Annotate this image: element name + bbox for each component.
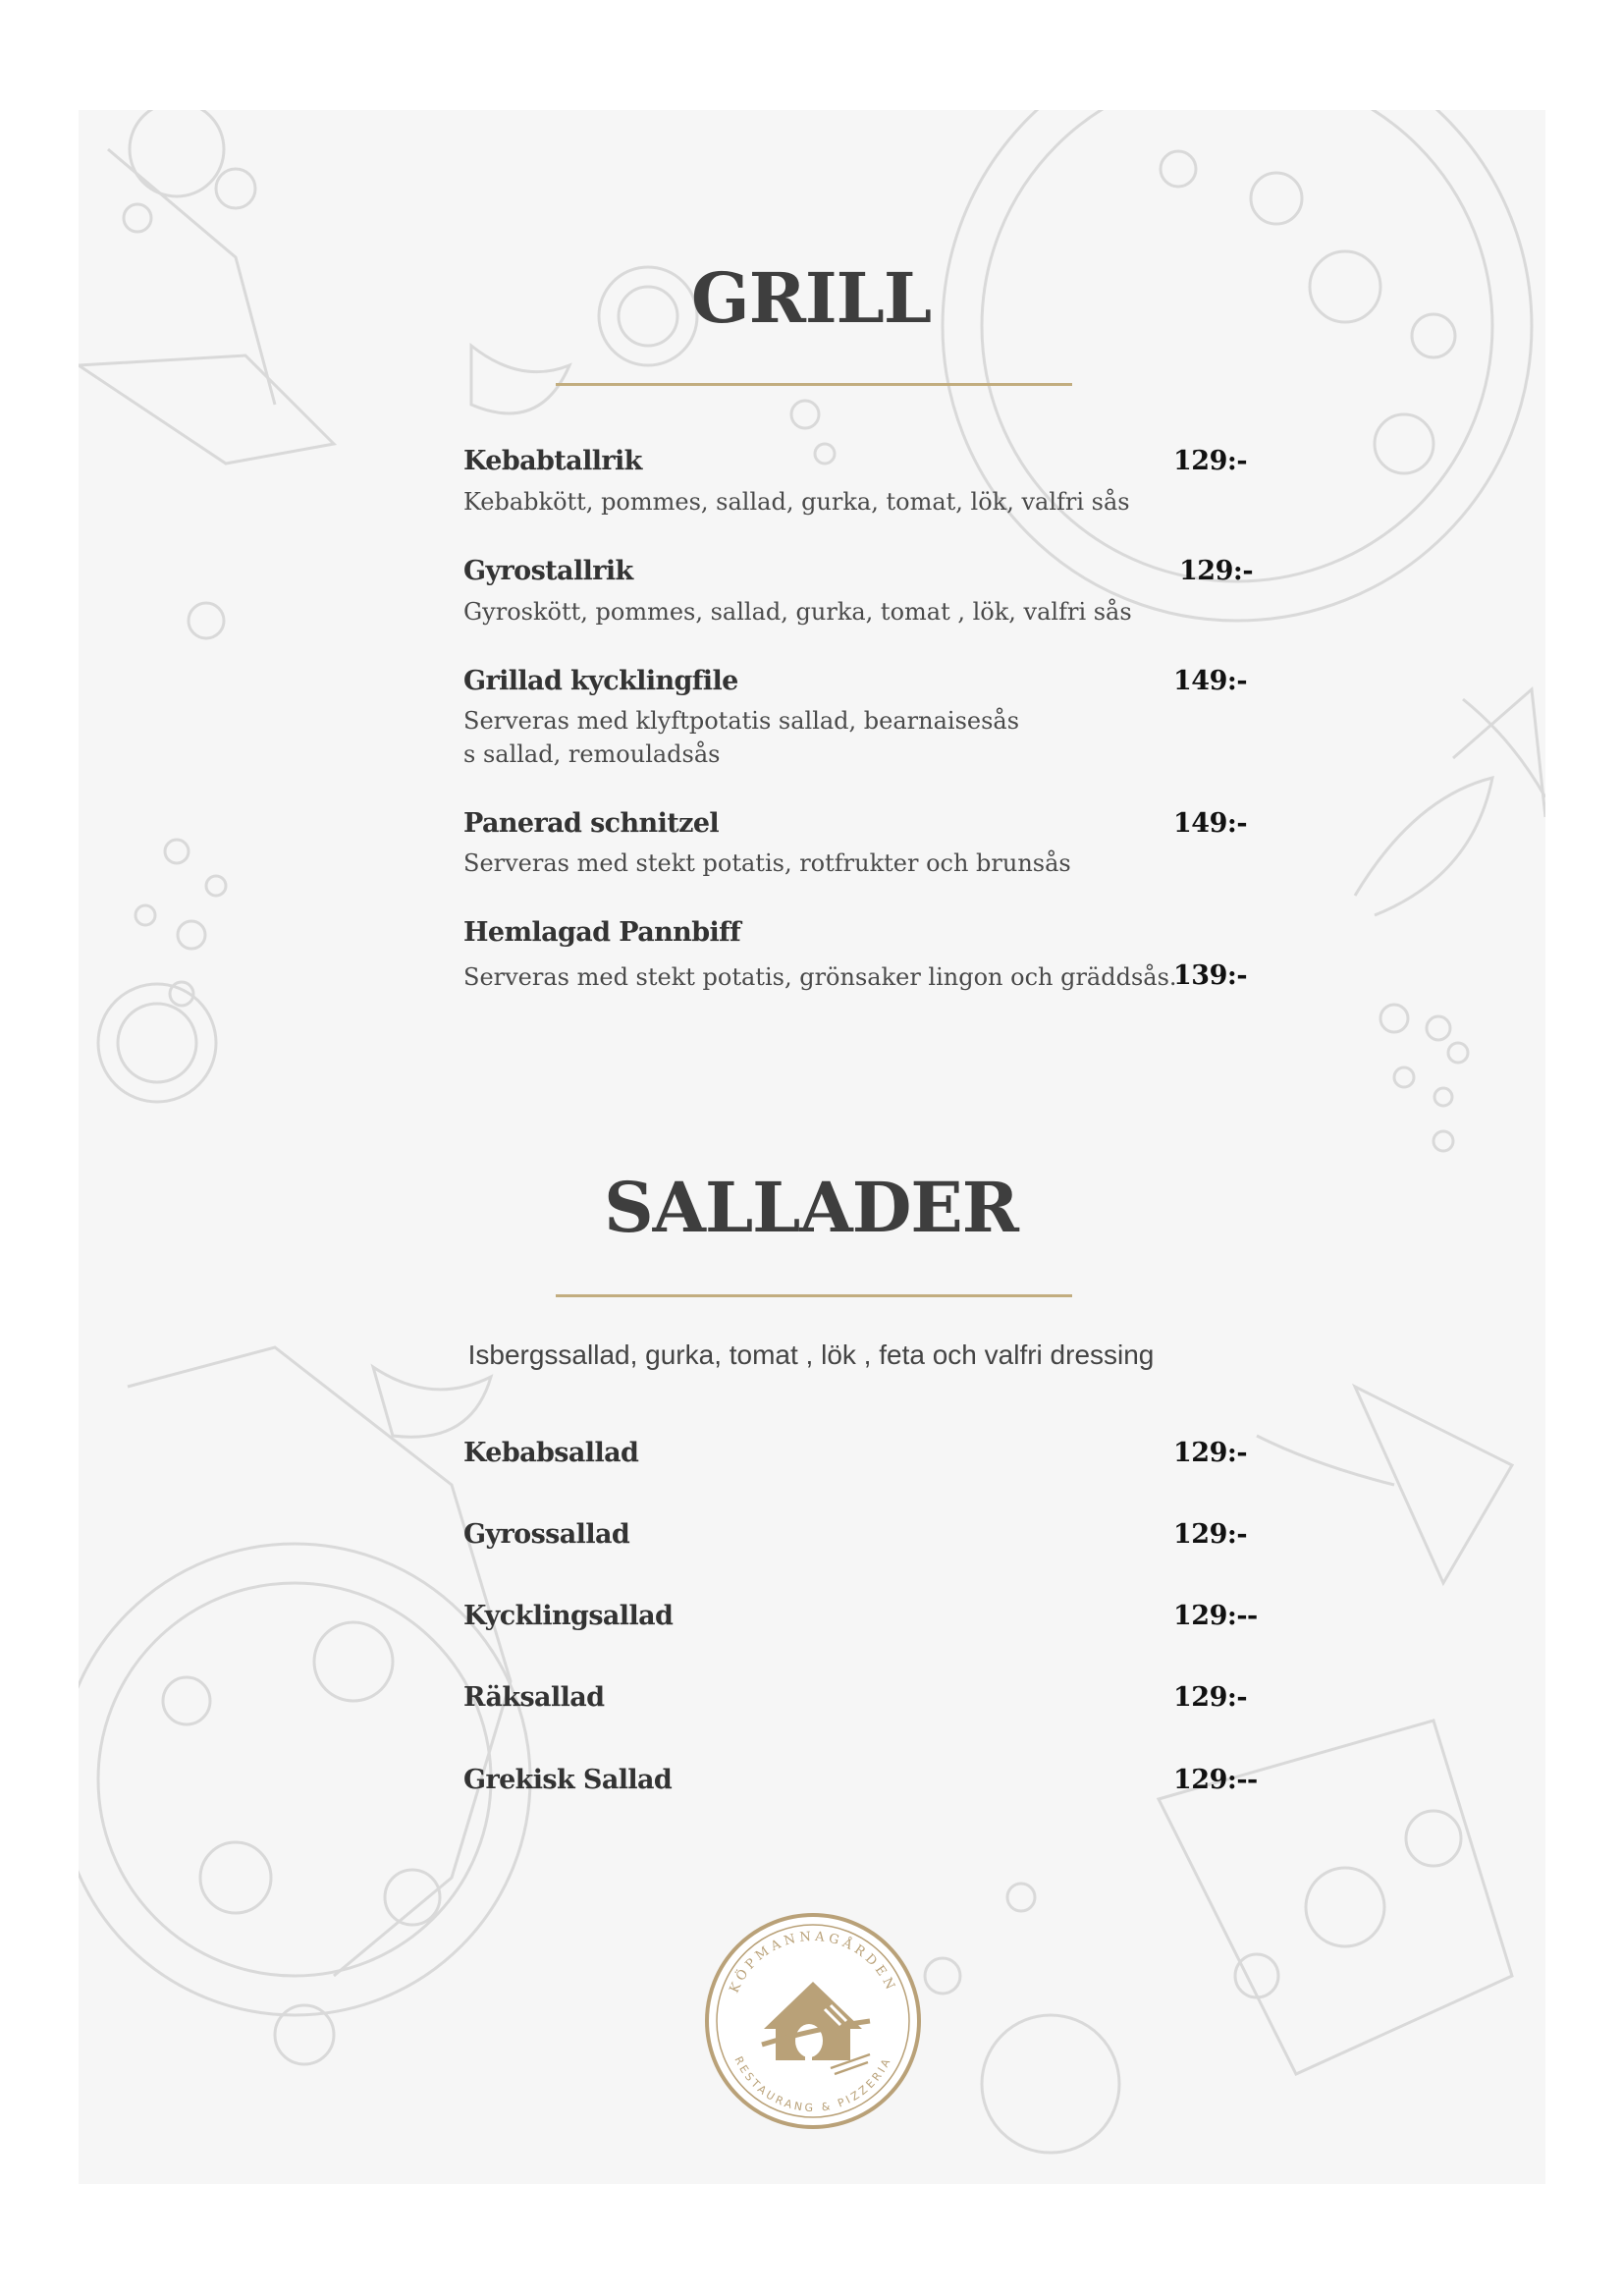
menu-item-name: Kebabsallad: [463, 1438, 639, 1468]
menu-item-description: Gyroskött, pommes, sallad, gurka, tomat , lök, valfri sås: [463, 598, 1132, 626]
sallader-heading: SALLADER: [604, 1167, 1018, 1248]
menu-item-price: 129:-: [1173, 1519, 1248, 1550]
menu-item-name: Hemlagad Pannbiff: [463, 917, 741, 948]
menu-item-price: 139:-: [1173, 960, 1248, 991]
menu-item-price: 149:-: [1173, 808, 1248, 839]
menu-item-price: 129:-: [1173, 446, 1248, 476]
menu-item-price: 129:--: [1173, 1601, 1258, 1631]
menu-item-description: Serveras med stekt potatis, rotfrukter och brunsås: [463, 849, 1071, 877]
menu-item-name: Gyrostallrik: [463, 556, 633, 586]
logo-bottom-text: RESTAURANG & PIZZERIA: [731, 2054, 894, 2115]
menu-item-description: Serveras med klyftpotatis sallad, bearnaisesås: [463, 707, 1020, 735]
restaurant-logo: [703, 1911, 923, 2131]
menu-item-price: 129:-: [1173, 1682, 1248, 1713]
grill-divider: [556, 383, 1072, 386]
menu-item-name: Gyrossallad: [463, 1519, 630, 1550]
sallader-intro: Isbergssallad, gurka, tomat , lök , feta och valfri dressing: [467, 1339, 1155, 1370]
menu-item-description: Kebabkött, pommes, sallad, gurka, tomat, lök, valfri sås: [463, 488, 1130, 516]
menu-item-name: Kebabtallrik: [463, 446, 642, 476]
menu-item-description-continued: s sallad, remouladsås: [463, 740, 721, 768]
menu-item-price: 129:-: [1173, 1438, 1248, 1468]
menu-item-description: Serveras med stekt potatis, grönsaker lingon och gräddsås.: [463, 963, 1177, 991]
menu-item-price: 129:-: [1179, 556, 1254, 586]
menu-item-name: Grekisk Sallad: [463, 1765, 673, 1795]
sketch-background: [79, 110, 1545, 2184]
grill-heading: GRILL: [690, 257, 932, 339]
menu-item-name: Räksallad: [463, 1682, 605, 1713]
menu-item-name: Panerad schnitzel: [463, 808, 720, 839]
logo-top-text: KÖPMANNAGÅRDEN: [727, 1929, 899, 1995]
food-sketch-pattern: [79, 110, 1545, 2184]
menu-item-name: Kycklingsallad: [463, 1601, 674, 1631]
menu-item-price: 149:-: [1173, 666, 1248, 696]
sallader-divider: [556, 1294, 1072, 1297]
menu-item-price: 129:--: [1173, 1765, 1258, 1795]
menu-item-name: Grillad kycklingfile: [463, 666, 738, 696]
